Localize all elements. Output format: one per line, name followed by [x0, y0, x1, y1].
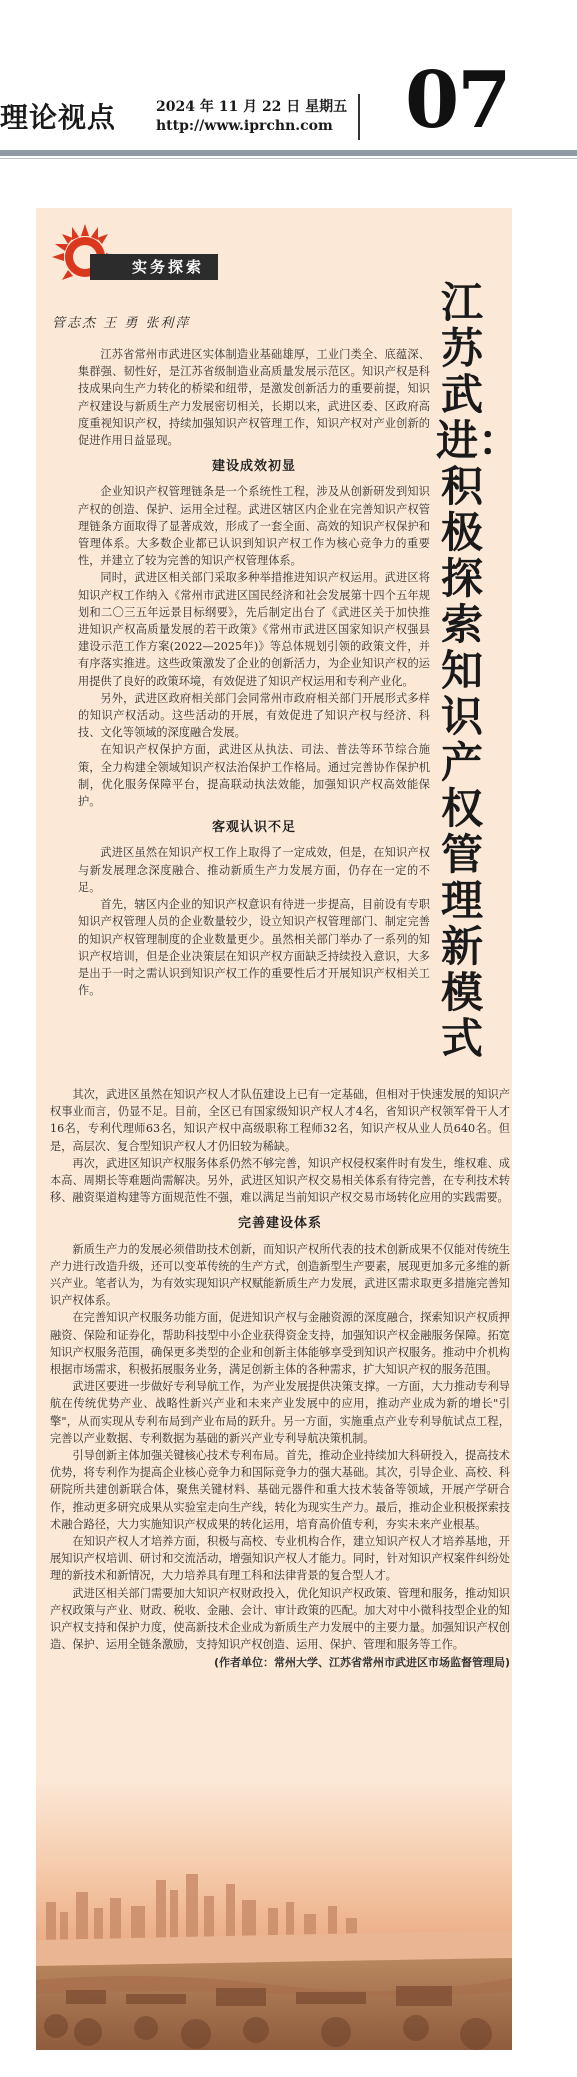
article-body-lower [50, 1086, 510, 1671]
skyline-illustration [36, 1780, 512, 2050]
body-paragraph: 首先，辖区内企业的知识产权意识有待进一步提高，目前设有专职知识产权管理人员的企业数量较少，设立知识产权管理部门、制定完善的知识产权管理制度的企业数量更少。虽然相关部门举办了一系列的知识产权培训，但是企业决策层在知识产权方面缺乏持续投入意识，大多是出于一时之需认识到知识产权工作的重要性后才开展知识产权相关工作。 [78, 898, 430, 998]
body-paragraph: 同时，武进区相关部门采取多种举措推进知识产权运用。武进区将知识产权工作纳入《常州市武进区国民经济和社会发展第十四个五年规划和二〇三五年远景目标纲要》，先后制定出台了《武进区关于加快推进知识产权高质量发展的若干政策》《常州市武进区国家知识产权强县建设示范工作方案(2022—2025年)》等总体规划引领的政策文件，并有序落实推进。这些政策激发了企业的创新活力，为企业知识产权的运用提供了良好的政策环境，有效促进了知识产权运用和专利产业化。 [78, 571, 430, 688]
body-paragraph: 在完善知识产权服务功能方面，促进知识产权与金融资源的深度融合，探索知识产权质押融资、保险和证券化，帮助科技型中小企业获得资金支持，加强知识产权金融服务保障。拓宽知识产权服务范围，确保更多类型的企业和创新主体能够享受到知识产权服务。推动中介机构根据市场需求，积极拓展服务业务，满足创新主体的各种需求，扩大知识产权的服务范围。 [50, 1311, 510, 1377]
body-paragraph: 在知识产权保护方面，武进区从执法、司法、普法等环节综合施策，全力构建全领域知识产权法治保护工作格局。通过完善协作保护机制，优化服务保障平台，提高联动执法效能，加强知识产权高效能保护。 [78, 743, 430, 809]
city-skyline-photo [36, 1780, 512, 2050]
section-heading: 客观认识不足 [211, 820, 296, 836]
body-paragraph: 在知识产权人才培养方面，积极与高校、专业机构合作，建立知识产权人才培养基地，开展知识产权培训、研讨和交流活动，增强知识产权人才能力。同时，针对知识产权案件纠纷处理的新技术和新情况，大力培养具有理工科和法律背景的复合型人才。 [50, 1535, 510, 1583]
page-number: 07 [405, 55, 510, 146]
website-url[interactable]: http://www.iprchn.com [156, 118, 333, 134]
header-divider [358, 94, 360, 140]
column-tag: 实务探索 [90, 254, 218, 280]
author-affiliation: (作者单位：常州大学、江苏省常州市武进区市场监督管理局) [213, 1655, 510, 1669]
section-heading: 完善建设体系 [237, 1216, 322, 1232]
body-paragraph: 武进区虽然在知识产权工作上取得了一定成效，但是，在知识产权与新发展理念深度融合、推动新质生产力发展方面，仍存在一定的不足。 [78, 846, 430, 894]
body-paragraph: 企业知识产权管理链条是一个系统性工程，涉及从创新研发到知识产权的创造、保护、运用全过程。武进区辖区内企业在完善知识产权管理链条方面取得了显著成效，形成了一套全面、高效的知识产权保护和管理体系。大多数企业都已认识到知识产权工作为核心竞争力的重要性，并建立了较为完善的知识产权管理体系。 [78, 485, 430, 568]
article-authors: 管志杰 王 勇 张利萍 [52, 316, 191, 331]
issue-date: 2024 年 11 月 22 日 星期五 [156, 99, 348, 115]
body-paragraph: 再次，武进区知识产权服务体系仍然不够完善，知识产权侵权案件时有发生，维权难、成本高、周期长等难题尚需解决。另外，武进区知识产权交易相关体系有待完善，在专利技术转移、融资渠道构建等方面规范性不强，难以满足当前知识产权交易市场转化应用的实践需要。 [50, 1156, 510, 1205]
body-paragraph: 新质生产力的发展必须借助技术创新，而知识产权所代表的技术创新成果不仅能对传统生产力进行改造升级，还可以变革传统的生产方式，创造新型生产要素，展现更加多元多维的新兴产业。笔者认为，为有效实现知识产权赋能新质生产力发展，武进区需求取更多措施完善知识产权体系。 [50, 1242, 510, 1308]
body-paragraph: 武进区要进一步做好专利导航工作，为产业发展提供决策支撑。一方面，大力推动专利导航在传统优势产业、战略性新兴产业和未来产业发展中的应用，推动产业成为新的增长"引擎"，从而实现从专利布局到产业布局的跃升。另一方面，实施重点产业专利导航试点工程，完善以产业数据、专利数据为基础的新兴产业专利导航决策机制。 [50, 1380, 510, 1445]
intro-paragraph: 江苏省常州市武进区实体制造业基础雄厚，工业门类全、底蕴深、集群强、韧性好，是江苏省级制造业高质量发展示范区。知识产权是科技成果向生产力转化的桥梁和纽带，是激发创新活力的重要前提，知识产权建设与新质生产力发展密切相关，长期以来，武进区委、区政府高度重视知识产权，持续加强知识产权管理工作，知识产权对产业创新的促进作用日益显现。 [78, 348, 430, 448]
page-header [0, 0, 577, 150]
column-logo [50, 222, 220, 302]
section-name: 理论视点 [0, 101, 117, 134]
body-paragraph: 武进区相关部门需要加大知识产权财政投入，优化知识产权政策、管理和服务，推动知识产权政策与产业、财政、税收、金融、会计、审计政策的匹配。加大对中小微科技型企业的知识产权支持和保护力度，使高新技术企业成为新质生产力发展中的主要力量。加强知识产权创造、保护、运用全链条激励，支持知识产权创造、运用、保护、管理和服务等工作。 [50, 1586, 510, 1652]
section-heading: 建设成效初显 [211, 459, 296, 475]
body-paragraph: 引导创新主体加强关键核心技术专利布局。首先，推动企业持续加大科研投入，提高技术优势，将专利作为提高企业核心竞争力和国际竞争力的强大基础。其次，引导企业、高校、科研院所共建创新联合体，聚焦关键材料、基础元器件和重大技术装备等领域，开展产学研合作，推动更多研究成果从实验室走向生产线，转化为现实生产力。最后，推动企业积极探索技术融合路径，大力实施知识产权成果的转化运用，培育高价值专利，夯实未来产业根基。 [50, 1449, 510, 1531]
body-paragraph: 另外，武进区政府相关部门会同常州市政府相关部门开展形式多样的知识产权活动。这些活动的开展，有效促进了知识产权与经济、科技、文化等领域的深度融合发展。 [78, 691, 430, 740]
body-paragraph: 其次，武进区虽然在知识产权人才队伍建设上已有一定基础，但相对于快速发展的知识产权事业而言，仍显不足。目前，全区已有国家级知识产权人才4名，省知识产权领军骨干人才16名，专利代理师63名，知识产权中高级职称工程师32名，知识产权从业人员640名。但是，高层次、复合型知识产权人才仍旧较为稀缺。 [50, 1088, 510, 1153]
article-body-upper [78, 346, 430, 999]
header-rule-thin [0, 158, 577, 159]
header-rule [0, 150, 577, 156]
article-title: 江苏武进：积极探索知识产权管理新模式 [436, 278, 521, 1063]
